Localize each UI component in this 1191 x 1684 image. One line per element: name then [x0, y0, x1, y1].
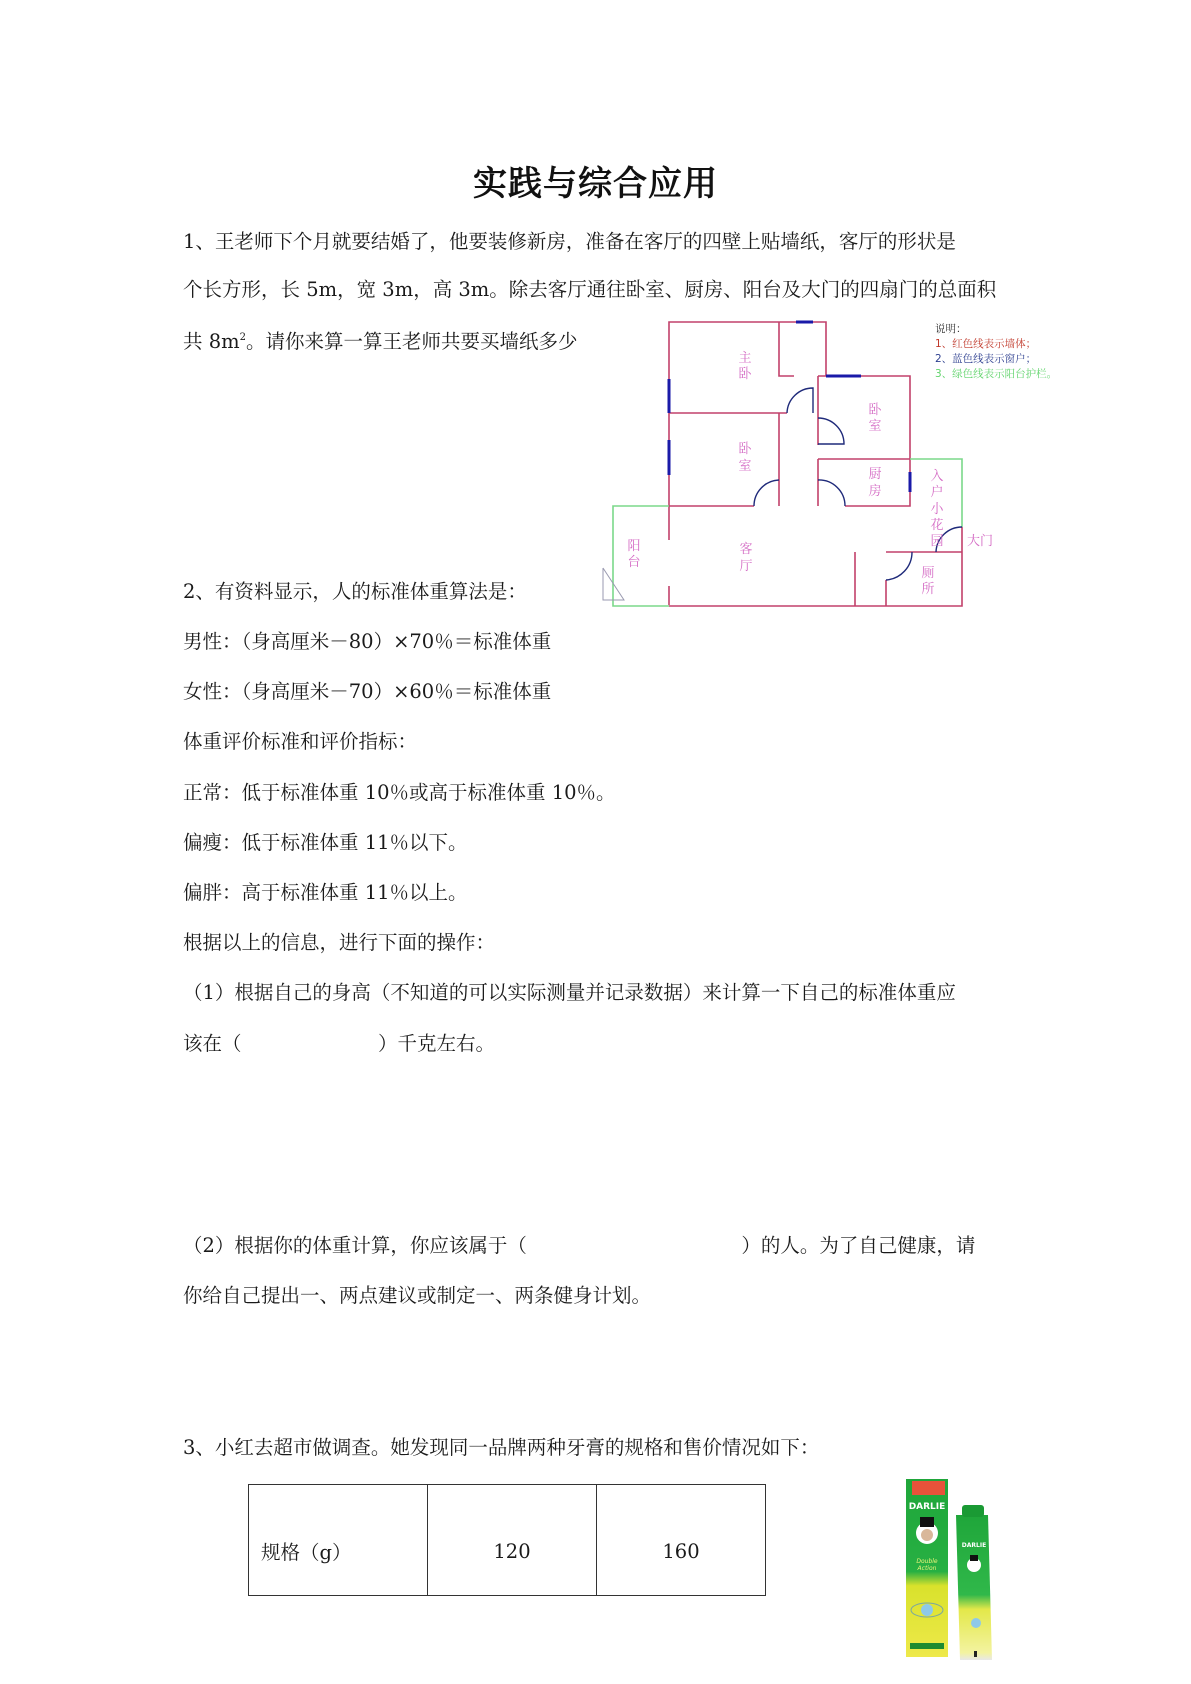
legend-title: 说明： [935, 323, 967, 335]
table-cell: 120 [428, 1485, 597, 1596]
q2-instruction: 根据以上的信息，进行下面的操作： [183, 931, 496, 954]
room-label-bedroom-right-2: 室 [868, 419, 882, 434]
brand-label: DARLIE [908, 1502, 946, 1512]
room-label-kitchen-2: 房 [868, 484, 882, 499]
room-label-entry-garden-3: 小 [930, 502, 944, 517]
svg-text:DARLIE: DARLIE [961, 1542, 987, 1549]
room-label-kitchen: 厨 [868, 467, 882, 482]
q2-criteria-thin: 偏瘦：低于标准体重 11％以下。 [183, 831, 468, 854]
room-label-entry-garden-2: 户 [930, 485, 944, 500]
room-label-living-room-2: 厅 [739, 559, 753, 574]
squared-superscript: 2 [239, 332, 246, 343]
toothpaste-spec-table [248, 1484, 766, 1596]
room-label-entry-garden-4: 花 [930, 518, 944, 533]
room-label-master-bedroom: 主 [738, 351, 752, 366]
q1-line-1: 1、王老师下个月就要结婚了，他要装修新房，准备在客厅的四壁上贴墙纸，客厅的形状是 [183, 230, 956, 253]
floor-plan-diagram [600, 300, 1080, 620]
room-label-entry-garden: 入 [930, 469, 944, 484]
q2-part2-line1: （2）根据你的体重计算，你应该属于（ ）的人。为了自己健康，请 [183, 1234, 976, 1257]
q2-part1-line2: 该在（ ）千克左右。 [183, 1032, 496, 1055]
legend-item-wall: 1、红色线表示墙体； [935, 338, 1037, 350]
table-row-label: 规格（g） [249, 1485, 428, 1596]
q1-area-text: 共 8m [183, 330, 240, 353]
room-label-bedroom-left: 卧 [738, 442, 752, 457]
q1-question-text: 。请你来算一算王老师共要买墙纸多少 [245, 330, 578, 353]
room-label-toilet: 厕 [921, 566, 935, 581]
room-label-main-door: 大门 [966, 534, 994, 549]
legend-item-window: 2、蓝色线表示窗户； [935, 353, 1037, 365]
room-label-toilet-2: 所 [921, 582, 935, 597]
room-label-balcony: 阳 [627, 539, 641, 554]
q2-criteria-normal: 正常：低于标准体重 10％或高于标准体重 10％。 [183, 781, 616, 804]
q2-criteria-heading: 体重评价标准和评价指标： [183, 730, 418, 753]
q1-line-3 [183, 325, 578, 355]
toothpaste-image [900, 1475, 1000, 1665]
q2-intro: 2、有资料显示，人的标准体重算法是： [183, 580, 527, 603]
q2-part2-line2: 你给自己提出一、两点建议或制定一、两条健身计划。 [183, 1284, 652, 1307]
room-label-master-bedroom-2: 卧 [738, 367, 752, 382]
q2-criteria-overweight: 偏胖：高于标准体重 11％以上。 [183, 881, 468, 904]
svg-text:Action: Action [917, 1565, 937, 1572]
room-label-living-room: 客 [739, 542, 753, 557]
q2-part1-line1: （1）根据自己的身高（不知道的可以实际测量并记录数据）来计算一下自己的标准体重应 [183, 981, 956, 1004]
room-label-entry-garden-5: 园 [930, 534, 944, 549]
table-cell: 160 [597, 1485, 766, 1596]
q2-male-formula: 男性：（身高厘米－80）×70％＝标准体重 [183, 630, 552, 653]
q2-female-formula: 女性：（身高厘米－70）×60％＝标准体重 [183, 680, 552, 703]
page-title: 实践与综合应用 [473, 164, 718, 204]
q1-line-2: 个长方形，长 5m，宽 3m，高 3m。除去客厅通往卧室、厨房、阳台及大门的四扇门的总面积 [183, 278, 997, 301]
room-label-bedroom-left-2: 室 [738, 459, 752, 474]
q3-intro: 3、小红去超市做调查。她发现同一品牌两种牙膏的规格和售价情况如下： [183, 1436, 820, 1459]
room-label-bedroom-right: 卧 [868, 403, 882, 418]
svg-text:Double: Double [916, 1558, 938, 1565]
room-label-balcony-2: 台 [627, 555, 641, 570]
table-row [249, 1485, 766, 1596]
legend-item-rail: 3、绿色线表示阳台护栏。 [935, 368, 1058, 380]
